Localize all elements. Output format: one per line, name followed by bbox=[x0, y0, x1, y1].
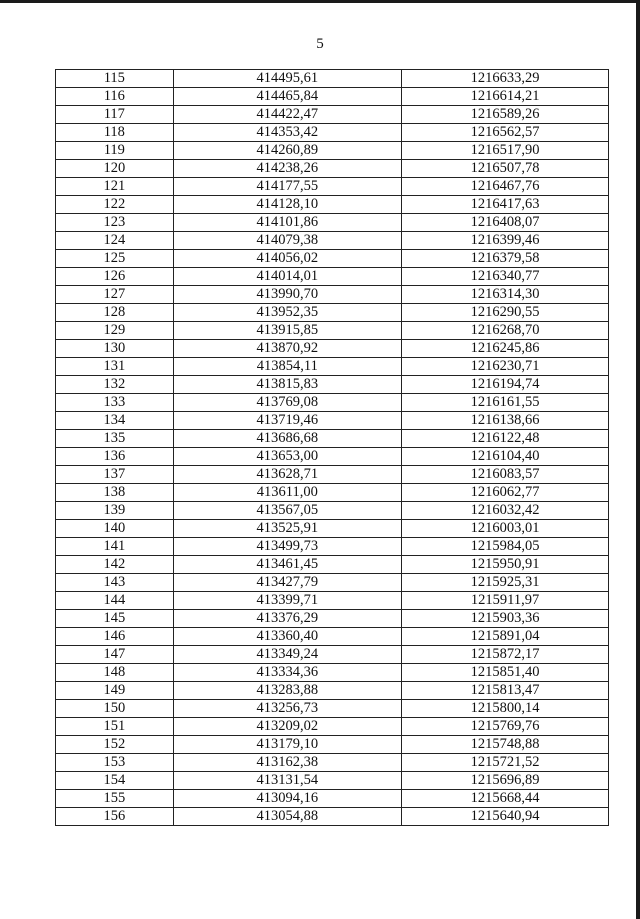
point-number-cell: 118 bbox=[56, 124, 174, 142]
table-row bbox=[56, 160, 609, 178]
x-coordinate-cell: 413162,38 bbox=[173, 754, 401, 772]
y-coordinate-cell: 1216245,86 bbox=[402, 340, 609, 358]
point-number-cell: 120 bbox=[56, 160, 174, 178]
point-number-cell: 145 bbox=[56, 610, 174, 628]
point-number-cell: 142 bbox=[56, 556, 174, 574]
coordinates-table-body bbox=[56, 70, 609, 826]
point-number-cell: 128 bbox=[56, 304, 174, 322]
x-coordinate-cell: 413653,00 bbox=[173, 448, 401, 466]
x-coordinate-cell: 413349,24 bbox=[173, 646, 401, 664]
x-coordinate-cell: 413360,40 bbox=[173, 628, 401, 646]
x-coordinate-cell: 413870,92 bbox=[173, 340, 401, 358]
y-coordinate-cell: 1215891,04 bbox=[402, 628, 609, 646]
table-row bbox=[56, 106, 609, 124]
point-number-cell: 154 bbox=[56, 772, 174, 790]
table-row bbox=[56, 610, 609, 628]
y-coordinate-cell: 1216399,46 bbox=[402, 232, 609, 250]
x-coordinate-cell: 413499,73 bbox=[173, 538, 401, 556]
table-row bbox=[56, 736, 609, 754]
x-coordinate-cell: 414353,42 bbox=[173, 124, 401, 142]
table-row bbox=[56, 790, 609, 808]
x-coordinate-cell: 414422,47 bbox=[173, 106, 401, 124]
table-row bbox=[56, 376, 609, 394]
x-coordinate-cell: 414079,38 bbox=[173, 232, 401, 250]
point-number-cell: 130 bbox=[56, 340, 174, 358]
table-row bbox=[56, 448, 609, 466]
y-coordinate-cell: 1216268,70 bbox=[402, 322, 609, 340]
point-number-cell: 123 bbox=[56, 214, 174, 232]
x-coordinate-cell: 413915,85 bbox=[173, 322, 401, 340]
y-coordinate-cell: 1216340,77 bbox=[402, 268, 609, 286]
y-coordinate-cell: 1215911,97 bbox=[402, 592, 609, 610]
table-row bbox=[56, 358, 609, 376]
table-row bbox=[56, 142, 609, 160]
y-coordinate-cell: 1215748,88 bbox=[402, 736, 609, 754]
scan-edge-top bbox=[0, 0, 640, 3]
y-coordinate-cell: 1215640,94 bbox=[402, 808, 609, 826]
table-row bbox=[56, 196, 609, 214]
y-coordinate-cell: 1215950,91 bbox=[402, 556, 609, 574]
table-row bbox=[56, 556, 609, 574]
y-coordinate-cell: 1215984,05 bbox=[402, 538, 609, 556]
y-coordinate-cell: 1216408,07 bbox=[402, 214, 609, 232]
point-number-cell: 156 bbox=[56, 808, 174, 826]
x-coordinate-cell: 413094,16 bbox=[173, 790, 401, 808]
table-row bbox=[56, 394, 609, 412]
table-row bbox=[56, 484, 609, 502]
point-number-cell: 116 bbox=[56, 88, 174, 106]
x-coordinate-cell: 413461,45 bbox=[173, 556, 401, 574]
table-row bbox=[56, 646, 609, 664]
x-coordinate-cell: 413209,02 bbox=[173, 718, 401, 736]
x-coordinate-cell: 413376,29 bbox=[173, 610, 401, 628]
table-row bbox=[56, 772, 609, 790]
table-row bbox=[56, 322, 609, 340]
point-number-cell: 119 bbox=[56, 142, 174, 160]
x-coordinate-cell: 413334,36 bbox=[173, 664, 401, 682]
x-coordinate-cell: 413990,70 bbox=[173, 286, 401, 304]
point-number-cell: 155 bbox=[56, 790, 174, 808]
y-coordinate-cell: 1215872,17 bbox=[402, 646, 609, 664]
x-coordinate-cell: 414177,55 bbox=[173, 178, 401, 196]
point-number-cell: 115 bbox=[56, 70, 174, 88]
y-coordinate-cell: 1215696,89 bbox=[402, 772, 609, 790]
y-coordinate-cell: 1216230,71 bbox=[402, 358, 609, 376]
table-row bbox=[56, 250, 609, 268]
point-number-cell: 136 bbox=[56, 448, 174, 466]
x-coordinate-cell: 414128,10 bbox=[173, 196, 401, 214]
x-coordinate-cell: 413179,10 bbox=[173, 736, 401, 754]
table-row bbox=[56, 520, 609, 538]
y-coordinate-cell: 1215721,52 bbox=[402, 754, 609, 772]
point-number-cell: 148 bbox=[56, 664, 174, 682]
table-row bbox=[56, 412, 609, 430]
y-coordinate-cell: 1216589,26 bbox=[402, 106, 609, 124]
x-coordinate-cell: 413719,46 bbox=[173, 412, 401, 430]
table-row bbox=[56, 268, 609, 286]
point-number-cell: 124 bbox=[56, 232, 174, 250]
point-number-cell: 149 bbox=[56, 682, 174, 700]
point-number-cell: 144 bbox=[56, 592, 174, 610]
page-number: 5 bbox=[316, 36, 324, 52]
table-row bbox=[56, 124, 609, 142]
point-number-cell: 152 bbox=[56, 736, 174, 754]
table-row bbox=[56, 718, 609, 736]
y-coordinate-cell: 1216104,40 bbox=[402, 448, 609, 466]
x-coordinate-cell: 414260,89 bbox=[173, 142, 401, 160]
y-coordinate-cell: 1216062,77 bbox=[402, 484, 609, 502]
point-number-cell: 151 bbox=[56, 718, 174, 736]
y-coordinate-cell: 1216633,29 bbox=[402, 70, 609, 88]
table-row bbox=[56, 178, 609, 196]
point-number-cell: 143 bbox=[56, 574, 174, 592]
table-row bbox=[56, 628, 609, 646]
point-number-cell: 153 bbox=[56, 754, 174, 772]
table-row bbox=[56, 754, 609, 772]
point-number-cell: 139 bbox=[56, 502, 174, 520]
table-row bbox=[56, 574, 609, 592]
point-number-cell: 129 bbox=[56, 322, 174, 340]
table-row bbox=[56, 808, 609, 826]
x-coordinate-cell: 413399,71 bbox=[173, 592, 401, 610]
y-coordinate-cell: 1216003,01 bbox=[402, 520, 609, 538]
y-coordinate-cell: 1216122,48 bbox=[402, 430, 609, 448]
x-coordinate-cell: 414014,01 bbox=[173, 268, 401, 286]
point-number-cell: 140 bbox=[56, 520, 174, 538]
y-coordinate-cell: 1216290,55 bbox=[402, 304, 609, 322]
x-coordinate-cell: 413427,79 bbox=[173, 574, 401, 592]
table-row bbox=[56, 232, 609, 250]
scan-edge-right bbox=[636, 0, 640, 919]
table-row bbox=[56, 70, 609, 88]
table-row bbox=[56, 502, 609, 520]
point-number-cell: 147 bbox=[56, 646, 174, 664]
x-coordinate-cell: 414101,86 bbox=[173, 214, 401, 232]
point-number-cell: 141 bbox=[56, 538, 174, 556]
y-coordinate-cell: 1215851,40 bbox=[402, 664, 609, 682]
table-row bbox=[56, 466, 609, 484]
point-number-cell: 126 bbox=[56, 268, 174, 286]
y-coordinate-cell: 1216194,74 bbox=[402, 376, 609, 394]
x-coordinate-cell: 413131,54 bbox=[173, 772, 401, 790]
y-coordinate-cell: 1216083,57 bbox=[402, 466, 609, 484]
y-coordinate-cell: 1215769,76 bbox=[402, 718, 609, 736]
point-number-cell: 150 bbox=[56, 700, 174, 718]
table-row bbox=[56, 286, 609, 304]
y-coordinate-cell: 1216614,21 bbox=[402, 88, 609, 106]
point-number-cell: 122 bbox=[56, 196, 174, 214]
y-coordinate-cell: 1216314,30 bbox=[402, 286, 609, 304]
point-number-cell: 146 bbox=[56, 628, 174, 646]
x-coordinate-cell: 414056,02 bbox=[173, 250, 401, 268]
y-coordinate-cell: 1215800,14 bbox=[402, 700, 609, 718]
x-coordinate-cell: 413054,88 bbox=[173, 808, 401, 826]
point-number-cell: 127 bbox=[56, 286, 174, 304]
x-coordinate-cell: 413686,68 bbox=[173, 430, 401, 448]
table-row bbox=[56, 304, 609, 322]
point-number-cell: 121 bbox=[56, 178, 174, 196]
x-coordinate-cell: 413628,71 bbox=[173, 466, 401, 484]
table-row bbox=[56, 430, 609, 448]
y-coordinate-cell: 1215903,36 bbox=[402, 610, 609, 628]
x-coordinate-cell: 413256,73 bbox=[173, 700, 401, 718]
x-coordinate-cell: 413525,91 bbox=[173, 520, 401, 538]
x-coordinate-cell: 413611,00 bbox=[173, 484, 401, 502]
x-coordinate-cell: 414495,61 bbox=[173, 70, 401, 88]
x-coordinate-cell: 413283,88 bbox=[173, 682, 401, 700]
y-coordinate-cell: 1216032,42 bbox=[402, 502, 609, 520]
point-number-cell: 135 bbox=[56, 430, 174, 448]
table-row bbox=[56, 88, 609, 106]
point-number-cell: 117 bbox=[56, 106, 174, 124]
point-number-cell: 132 bbox=[56, 376, 174, 394]
x-coordinate-cell: 413815,83 bbox=[173, 376, 401, 394]
y-coordinate-cell: 1216161,55 bbox=[402, 394, 609, 412]
x-coordinate-cell: 413854,11 bbox=[173, 358, 401, 376]
point-number-cell: 133 bbox=[56, 394, 174, 412]
y-coordinate-cell: 1216138,66 bbox=[402, 412, 609, 430]
y-coordinate-cell: 1215925,31 bbox=[402, 574, 609, 592]
point-number-cell: 134 bbox=[56, 412, 174, 430]
table-row bbox=[56, 340, 609, 358]
y-coordinate-cell: 1216467,76 bbox=[402, 178, 609, 196]
coordinates-table bbox=[55, 69, 609, 826]
point-number-cell: 131 bbox=[56, 358, 174, 376]
y-coordinate-cell: 1215813,47 bbox=[402, 682, 609, 700]
y-coordinate-cell: 1216507,78 bbox=[402, 160, 609, 178]
y-coordinate-cell: 1216417,63 bbox=[402, 196, 609, 214]
point-number-cell: 137 bbox=[56, 466, 174, 484]
y-coordinate-cell: 1215668,44 bbox=[402, 790, 609, 808]
y-coordinate-cell: 1216517,90 bbox=[402, 142, 609, 160]
table-row bbox=[56, 664, 609, 682]
point-number-cell: 125 bbox=[56, 250, 174, 268]
y-coordinate-cell: 1216562,57 bbox=[402, 124, 609, 142]
x-coordinate-cell: 413769,08 bbox=[173, 394, 401, 412]
x-coordinate-cell: 414465,84 bbox=[173, 88, 401, 106]
x-coordinate-cell: 414238,26 bbox=[173, 160, 401, 178]
y-coordinate-cell: 1216379,58 bbox=[402, 250, 609, 268]
table-row bbox=[56, 214, 609, 232]
x-coordinate-cell: 413952,35 bbox=[173, 304, 401, 322]
point-number-cell: 138 bbox=[56, 484, 174, 502]
table-row bbox=[56, 538, 609, 556]
x-coordinate-cell: 413567,05 bbox=[173, 502, 401, 520]
table-row bbox=[56, 700, 609, 718]
table-row bbox=[56, 682, 609, 700]
table-row bbox=[56, 592, 609, 610]
